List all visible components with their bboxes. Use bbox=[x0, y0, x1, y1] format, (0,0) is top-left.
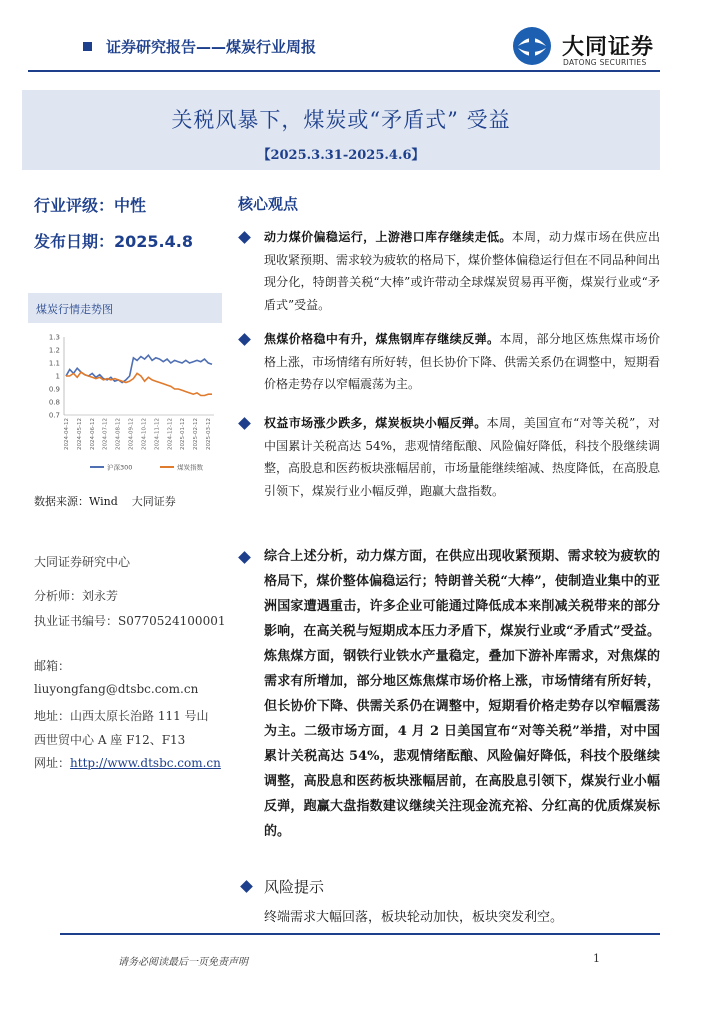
license-number: 执业证书编号：S0770524100001 bbox=[34, 614, 226, 628]
y-tick-label: 1 bbox=[55, 372, 60, 381]
website-row bbox=[34, 754, 221, 771]
research-center: 大同证券研究中心 bbox=[34, 555, 131, 569]
logo-text-en: DATONG SECURITIES bbox=[563, 58, 647, 67]
x-tick-label: 2024-06-12 bbox=[89, 418, 96, 450]
diamond-bullet-icon bbox=[238, 333, 251, 346]
y-tick-label: 1.2 bbox=[48, 346, 60, 355]
header-marker bbox=[83, 42, 92, 51]
x-tick-label: 2024-11-12 bbox=[154, 418, 161, 450]
report-date-range: 【2025.3.31-2025.4.6】 bbox=[257, 148, 425, 163]
market-chart-panel bbox=[28, 293, 222, 516]
header-rule bbox=[28, 70, 660, 72]
bullet-2-body: 本周，部分地区炼焦煤市场价格上涨，市场情绪有所好转，但长协价下降、供需关系仍在调整中，短期看价格走势存以窄幅震荡为主。 bbox=[264, 332, 661, 391]
x-tick-label: 2025-01-12 bbox=[180, 418, 187, 450]
trend-chart bbox=[28, 327, 222, 487]
bullet-3-lead: 权益市场涨少跌多，煤炭板块小幅反弹。 bbox=[264, 416, 487, 430]
risk-text: 终端需求大幅回落，板块轮动加快，板块突发利空。 bbox=[264, 910, 564, 925]
series-line-1 bbox=[66, 355, 212, 382]
address-line-2: 西世贸中心 A 座 F12、F13 bbox=[34, 733, 186, 747]
chart-source-wind: 数据来源：Wind bbox=[34, 495, 118, 508]
address-line-1: 地址：山西太原长治路 111 号山 bbox=[34, 709, 209, 723]
page-number: 1 bbox=[593, 952, 600, 965]
x-tick-label: 2024-05-12 bbox=[76, 418, 83, 450]
risk-heading: 风险提示 bbox=[264, 878, 325, 896]
diamond-bullet-icon bbox=[240, 880, 253, 893]
bullet-1-lead: 动力煤价偏稳运行，上游港口库存继续走低。 bbox=[264, 230, 512, 244]
diamond-bullet-icon bbox=[238, 417, 251, 430]
y-tick-label: 1.1 bbox=[48, 359, 60, 368]
x-tick-label: 2025-02-12 bbox=[193, 418, 200, 450]
email-address[interactable]: liuyongfang@dtsbc.com.cn bbox=[34, 682, 199, 696]
x-tick-label: 2024-09-12 bbox=[128, 418, 135, 450]
report-title: 关税风暴下，煤炭或“矛盾式” 受益 bbox=[171, 108, 511, 132]
chart-title-bar bbox=[28, 293, 222, 323]
bullet-3-body: 本周，美国宣布“对等关税”，对中国累计关税高达 54%，悲观情绪酝酿、风险偏好降低，科技个股继续调整，高股息和医药板块涨幅居前，市场量能继续缩减、热度降低，在高股息引领下，煤炭行业小幅反弹，跑赢大盘指数。 bbox=[264, 416, 661, 498]
footer-rule bbox=[60, 933, 660, 935]
legend-label: 煤炭指数 bbox=[177, 463, 203, 472]
chart-title: 煤炭行情走势图 bbox=[36, 303, 113, 316]
diamond-bullet-icon bbox=[238, 231, 251, 244]
company-logo bbox=[510, 24, 690, 68]
chart-source bbox=[34, 493, 190, 509]
page-header bbox=[0, 0, 724, 88]
series-line-2 bbox=[66, 372, 212, 395]
y-tick-label: 0.9 bbox=[48, 385, 60, 394]
bullet-2-lead: 焦煤价格稳中有升，煤焦钢库存继续反弹。 bbox=[264, 332, 500, 346]
x-tick-label: 2025-03-12 bbox=[206, 418, 212, 450]
bullet-1-body: 本周，动力煤市场在供应出现收紧预期、需求较为疲软的格局下，煤价整体偏稳运行但在不同品种间出现分化，特朗普关税“大棒”或许带动全球煤炭贸易再平衡，煤炭行业或“矛盾式”受益。 bbox=[264, 230, 661, 312]
header-title: 证券研究报告——煤炭行业周报 bbox=[106, 38, 317, 56]
email-label: 邮箱： bbox=[34, 659, 71, 673]
industry-rating: 行业评级：中性 bbox=[34, 196, 147, 215]
x-tick-label: 2024-10-12 bbox=[141, 418, 148, 450]
disclaimer-note: 请务必阅读最后一页免责声明 bbox=[118, 957, 248, 968]
analyst-name: 分析师：刘永芳 bbox=[34, 589, 119, 603]
y-tick-label: 0.7 bbox=[48, 411, 60, 420]
core-views-heading: 核心观点 bbox=[238, 195, 299, 213]
logo-mark-icon bbox=[510, 24, 554, 68]
y-tick-label: 1.3 bbox=[48, 333, 60, 342]
y-tick-label: 0.8 bbox=[48, 398, 60, 407]
legend-label: 沪深300 bbox=[107, 463, 133, 472]
website-label: 网址： bbox=[34, 756, 71, 770]
x-tick-label: 2024-07-12 bbox=[102, 418, 109, 450]
chart-source-firm: 大同证券 bbox=[131, 495, 176, 508]
x-tick-label: 2024-08-12 bbox=[115, 418, 122, 450]
diamond-bullet-icon bbox=[238, 551, 251, 564]
summary-text: 综合上述分析，动力煤方面，在供应出现收紧预期、需求较为疲软的格局下，煤价整体偏稳运行；特朗普关税“大棒”，使制造业集中的亚洲国家遭遇重击，许多企业可能通过降低成本来削减关税带来的部分影响，在高关税与短期成本压力矛盾下，煤炭行业或“矛盾式”受益。炼焦煤方面，钢铁行业铁水产量稳定，叠加下游补库需求，对焦煤的需求有所增加，部分地区炼焦煤市场价格上涨，市场情绪有所好转，但长协价下降、供需关系仍在调整中，短期看价格走势存以窄幅震荡为主。二级市场方面，4 月 2 日美国宣布“对等关税”举措，对中国累计关税高达 54%，悲观情绪酝酿、风险偏好降低，科技个股继续调整，高股息和医药板块涨幅居前，在高股息引领下，煤炭行业小幅反弹，跑赢大盘指数建议继续关注现金流充裕、分红高的优质煤炭标的。 bbox=[264, 549, 660, 839]
publish-date: 发布日期：2025.4.8 bbox=[34, 232, 193, 251]
logo-text-cn: 大同证券 bbox=[562, 35, 655, 60]
x-tick-label: 2024-12-12 bbox=[167, 418, 174, 450]
title-band bbox=[22, 90, 660, 170]
x-tick-label: 2024-04-12 bbox=[64, 418, 70, 450]
website-link[interactable]: http://www.dtsbc.com.cn bbox=[70, 756, 221, 770]
